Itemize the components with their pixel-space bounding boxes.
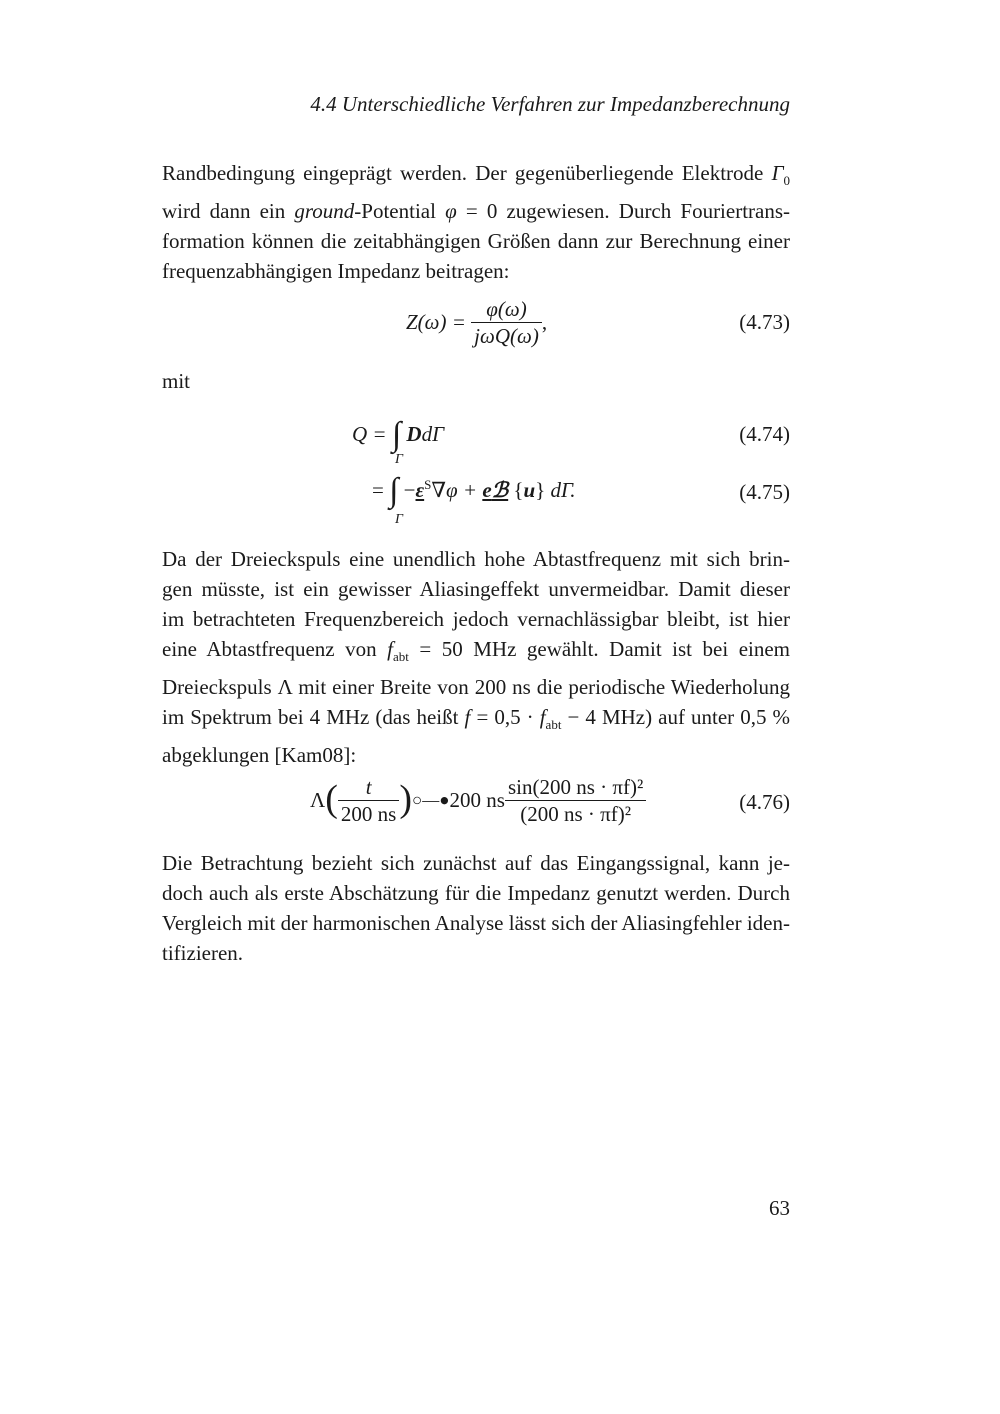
running-head: 4.4 Unterschiedliche Verfahren zur Impedanzberechnung	[310, 92, 790, 116]
eq474-lhs: Q =	[352, 422, 387, 446]
eq476-lambda: Λ	[310, 788, 326, 812]
eq473-number: (4.73)	[739, 310, 790, 334]
para1-line-4: frequenzabhängigen Impedanz beitragen:	[162, 259, 510, 284]
eq474-integral-domain: Γ	[395, 452, 403, 467]
para3-line-2: doch auch als erste Abschätzung für die Impedanz genutzt werden. Durch	[162, 881, 790, 905]
para1-line-1: Randbedingung eingeprägt werden. Der gegenüberliegende Elektrode $\Gamma_0$	[162, 161, 791, 189]
eq475-lhs: =	[372, 478, 384, 502]
eq476-arg-fraction: $\frac{t}{200 ns}$	[338, 774, 399, 827]
paragraph-2	[162, 544, 790, 770]
para1-line-2: wird dann ein ground-Potential φ = 0 zugewiesen. Durch Fouriertrans-	[162, 199, 791, 224]
eq476-sinc-fraction: $\frac{\text{sin(200 ns · πf)²}}{\text{(200 ns · πf)²}}$	[505, 774, 646, 827]
para2-line-6: im Spektrum bei 4 MHz (das heißt $f = 0,5 \cdot f_{abt} - 4$ MHz) auf unter 0,5 %	[162, 705, 791, 733]
page-number: 63	[769, 1196, 790, 1220]
eq475-B: ℬ	[491, 478, 509, 502]
eq474-D: D	[406, 422, 422, 446]
para2-line-2: gen müsste, ist ein gewisser Aliasingeffekt unvermeidbar. Damit dieser	[162, 577, 790, 601]
eq475-epsilon: ε	[415, 478, 425, 502]
equation-4-76: Λ( $\frac{t}{200 ns}$ )○—●200 ns $\frac{\text{sin(200 ns · πf)²}}{\text{(200 ns · πf)²}}$ (4.76)	[310, 775, 790, 826]
eq473-lhs: Z(ω) =	[406, 310, 466, 334]
eq476-number: (4.76)	[739, 790, 790, 814]
para1-line-3: formation können die zeitabhängigen Größen dann zur Berechnung einer	[162, 229, 790, 254]
integral-sign: ∫	[389, 472, 399, 509]
eq475-u: u	[523, 478, 536, 502]
eq473-fraction	[471, 296, 542, 349]
para2-line-3: im betrachteten Frequenzbereich jedoch vernachlässigbar bleibt, ist hier	[162, 607, 790, 631]
para2-line-4: eine Abtastfrequenz von $f_{abt} = 50$ MHz gewählt. Damit ist bei einem	[162, 637, 791, 665]
equation-4-74: Q = ∫ DdΓ Γ (4.74)	[352, 416, 790, 467]
eq475-number: (4.75)	[739, 480, 790, 504]
eq474-number: (4.74)	[739, 422, 790, 446]
eq473-denominator: jωQ(ω)	[474, 324, 539, 348]
integral-sign: ∫	[391, 416, 402, 453]
para2-line-5: Dreieckspuls Λ mit einer Breite von 200 ns die periodische Wiederholung	[162, 675, 790, 700]
correspondence-symbol: ○—●	[411, 790, 450, 810]
equation-4-73: Z(ω) = $\frac{\varphi(\omega)}{\text{jωQ(ω)}}$ , (4.73)	[406, 297, 790, 348]
equation-4-75: = ∫ $-\varepsilon^S\nabla\varphi$ + eℬ {u} dΓ. Γ (4.75)	[372, 472, 790, 527]
eq473-numerator: φ(ω)	[471, 296, 542, 323]
para3-line-3: Vergleich mit der harmonischen Analyse lässt sich der Aliasingfehler iden-	[162, 911, 790, 935]
paragraph-3	[162, 848, 790, 968]
eq475-integral-domain: Γ	[395, 512, 403, 527]
para2-line-1: Da der Dreieckspuls eine unendlich hohe Abtastfrequenz mit sich brin-	[162, 547, 790, 571]
para3-line-1: Die Betrachtung bezieht sich zunächst auf das Eingangssignal, kann je-	[162, 851, 790, 875]
para2-line-7: abgeklungen [Kam08]:	[162, 743, 357, 768]
eq475-e: e	[482, 478, 492, 502]
word-mit: mit	[162, 369, 191, 393]
para3-line-4: tifizieren.	[162, 941, 244, 965]
paragraph-1	[162, 158, 790, 286]
